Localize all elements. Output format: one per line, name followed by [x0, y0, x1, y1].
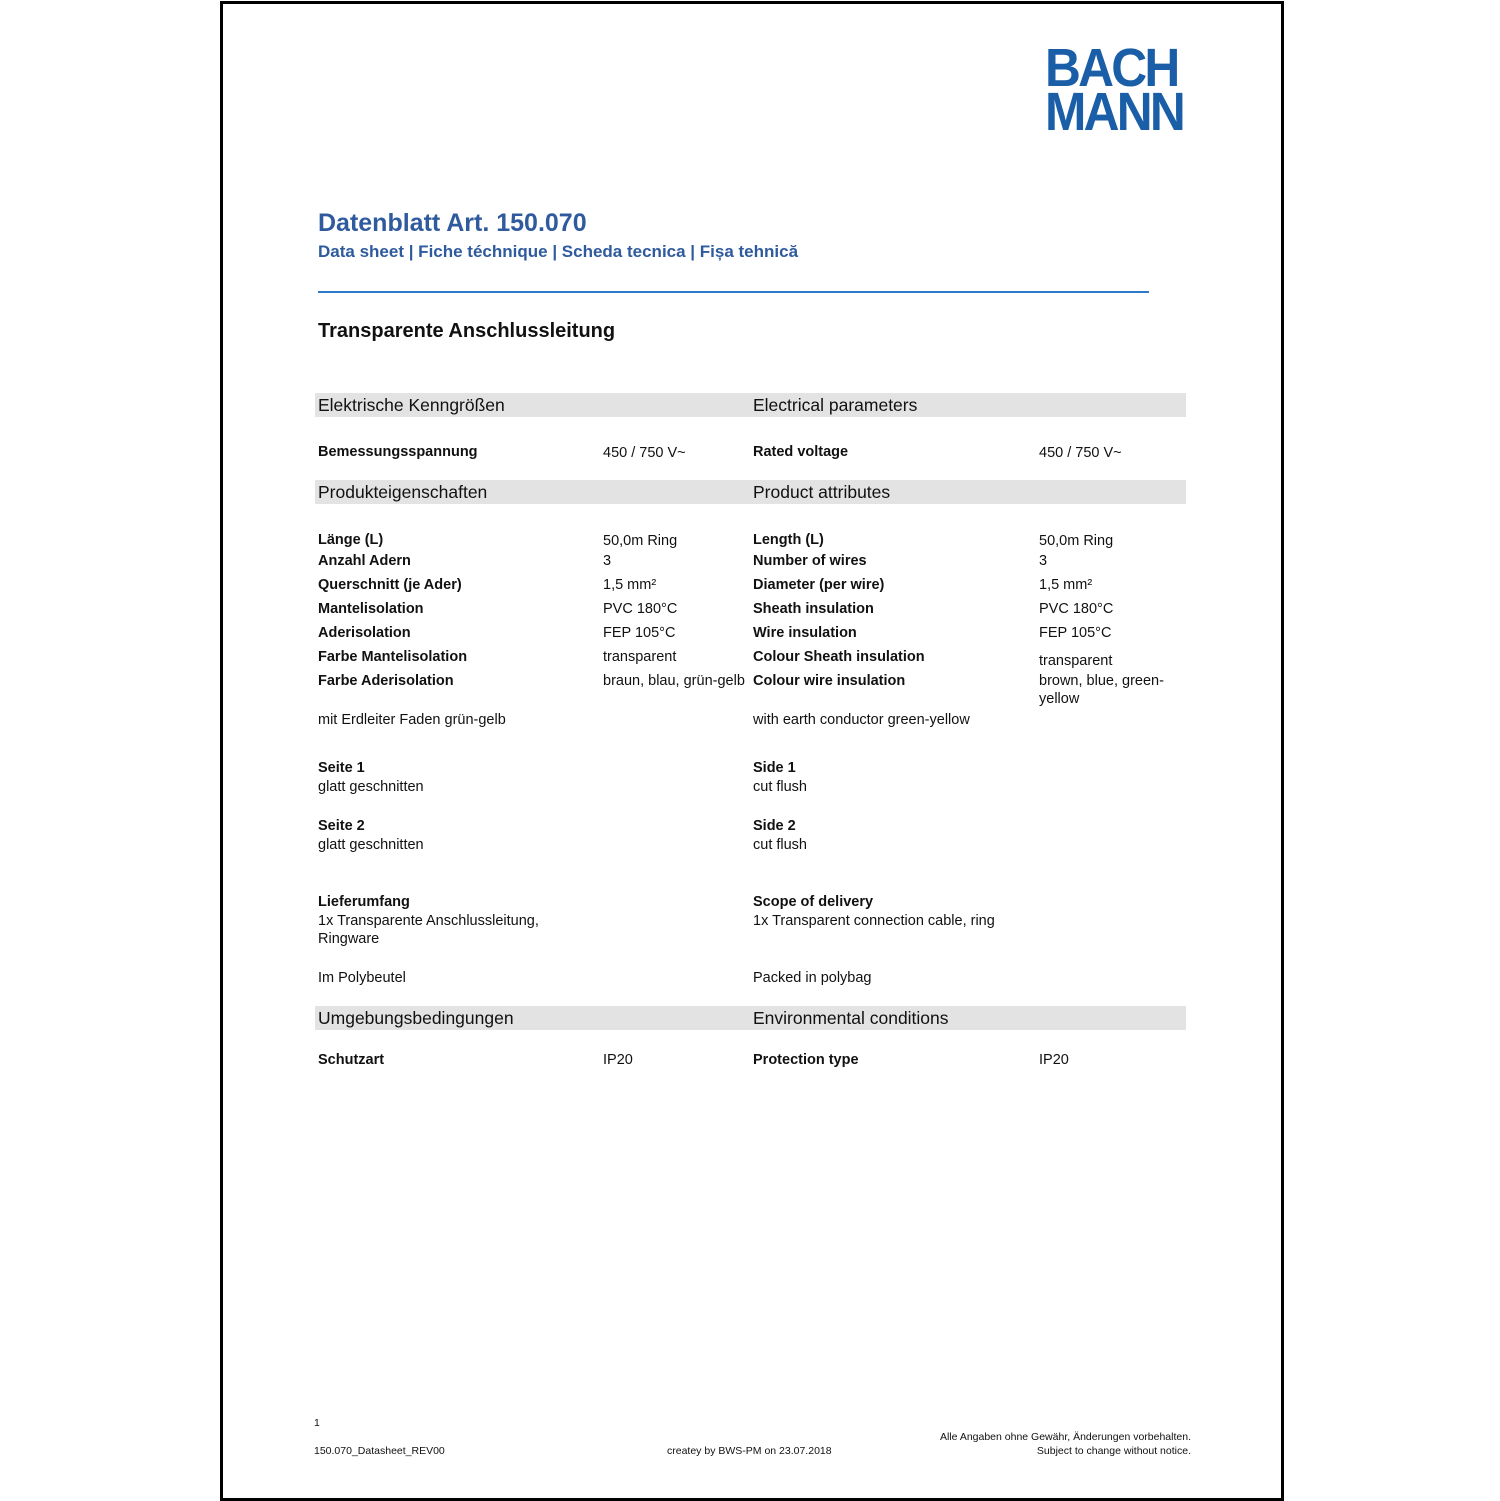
delivery-label-en: Scope of delivery — [753, 894, 874, 910]
row-value-de: FEP 105°C — [603, 625, 676, 641]
row-label-en: Number of wires — [753, 553, 867, 569]
section-title-en: Environmental conditions — [753, 1008, 949, 1028]
document-title: Datenblatt Art. 150.070 — [318, 209, 587, 237]
row-label-de: Farbe Mantelisolation — [318, 649, 468, 665]
section-title-de: Elektrische Kenngrößen — [318, 395, 505, 415]
datasheet-page — [220, 1, 1284, 1501]
footer-created: createy by BWS-PM on 23.07.2018 — [667, 1445, 832, 1457]
footer-disclaimer-en: Subject to change without notice. — [1036, 1445, 1191, 1457]
row-label-de: Farbe Aderisolation — [318, 673, 454, 689]
footer-disclaimer-de: Alle Angaben ohne Gewähr, Änderungen vorbehalten. — [939, 1431, 1191, 1443]
row-label-de: Aderisolation — [318, 625, 411, 641]
row-label-de: Anzahl Adern — [318, 553, 411, 569]
document-subtitle: Data sheet | Fiche téchnique | Scheda tecnica | Fișa tehnică — [318, 242, 799, 261]
side2-label-de: Seite 2 — [318, 818, 365, 834]
side1-text-en: cut flush — [753, 779, 807, 795]
row-value-de: PVC 180°C — [603, 601, 678, 617]
row-label-en: Wire insulation — [753, 625, 857, 641]
logo-line-2: MANN — [1045, 82, 1183, 142]
earth-note-de: mit Erdleiter Faden grün-gelb — [318, 712, 506, 728]
row-value-en: IP20 — [1039, 1052, 1069, 1068]
side2-text-de: glatt geschnitten — [318, 837, 424, 853]
row-label-de: Mantelisolation — [318, 601, 424, 617]
product-name: Transparente Anschlussleitung — [318, 320, 616, 342]
section-band-electrical — [315, 393, 1186, 417]
delivery-text-de-line-1: 1x Transparente Anschlussleitung, — [318, 913, 539, 929]
row-value-de: 450 / 750 V~ — [603, 445, 686, 461]
delivery-label-de: Lieferumfang — [318, 894, 410, 910]
section-title-en: Product attributes — [753, 482, 891, 502]
row-value-de: 50,0m Ring — [603, 533, 678, 549]
packaging-de: Im Polybeutel — [318, 970, 406, 986]
row-value-en: transparent — [1039, 653, 1113, 669]
row-value-de: transparent — [603, 649, 677, 665]
packaging-en: Packed in polybag — [753, 970, 872, 986]
row-label-en: Length (L) — [753, 532, 824, 548]
row-value-en: 450 / 750 V~ — [1039, 445, 1122, 461]
side2-label-en: Side 2 — [753, 818, 796, 834]
row-value-de: IP20 — [603, 1052, 633, 1068]
side1-text-de: glatt geschnitten — [318, 779, 424, 795]
row-label-en: Colour Sheath insulation — [753, 649, 925, 665]
row-value-en: 50,0m Ring — [1039, 533, 1114, 549]
row-value-de: braun, blau, grün-gelb — [603, 673, 745, 689]
header-divider — [318, 291, 1149, 293]
section-band-product — [315, 480, 1186, 504]
row-value-de: 3 — [603, 553, 612, 569]
row-label-de: Bemessungsspannung — [318, 444, 478, 460]
section-band-environment — [315, 1006, 1186, 1030]
row-label-en: Diameter (per wire) — [753, 577, 885, 593]
delivery-text-en-line-1: 1x Transparent connection cable, ring — [753, 913, 995, 929]
row-value-en-line-1: brown, blue, green- — [1039, 673, 1164, 689]
row-label-de: Schutzart — [318, 1052, 385, 1068]
row-value-en-line-2: yellow — [1039, 691, 1080, 707]
row-label-de: Länge (L) — [318, 532, 384, 548]
row-value-en: 1,5 mm² — [1039, 577, 1093, 593]
row-label-en: Colour wire insulation — [753, 673, 906, 689]
row-value-en: 3 — [1039, 553, 1048, 569]
side2-text-en: cut flush — [753, 837, 807, 853]
row-value-en: PVC 180°C — [1039, 601, 1114, 617]
row-label-de: Querschnitt (je Ader) — [318, 577, 462, 593]
earth-note-en: with earth conductor green-yellow — [753, 712, 970, 728]
row-label-en: Protection type — [753, 1052, 859, 1068]
section-title-en: Electrical parameters — [753, 395, 918, 415]
side1-label-en: Side 1 — [753, 760, 796, 776]
row-label-en: Rated voltage — [753, 444, 849, 460]
section-title-de: Produkteigenschaften — [318, 482, 488, 502]
row-label-en: Sheath insulation — [753, 601, 874, 617]
section-title-de: Umgebungsbedingungen — [318, 1008, 514, 1028]
footer-file-name: 150.070_Datasheet_REV00 — [314, 1445, 445, 1457]
delivery-text-de-line-2: Ringware — [318, 931, 380, 947]
bachmann-logo — [1045, 38, 1183, 142]
side1-label-de: Seite 1 — [318, 760, 365, 776]
page-number: 1 — [314, 1417, 320, 1429]
logo-line-1: BACH — [1045, 38, 1178, 98]
row-value-de: 1,5 mm² — [603, 577, 657, 593]
row-value-en: FEP 105°C — [1039, 625, 1112, 641]
